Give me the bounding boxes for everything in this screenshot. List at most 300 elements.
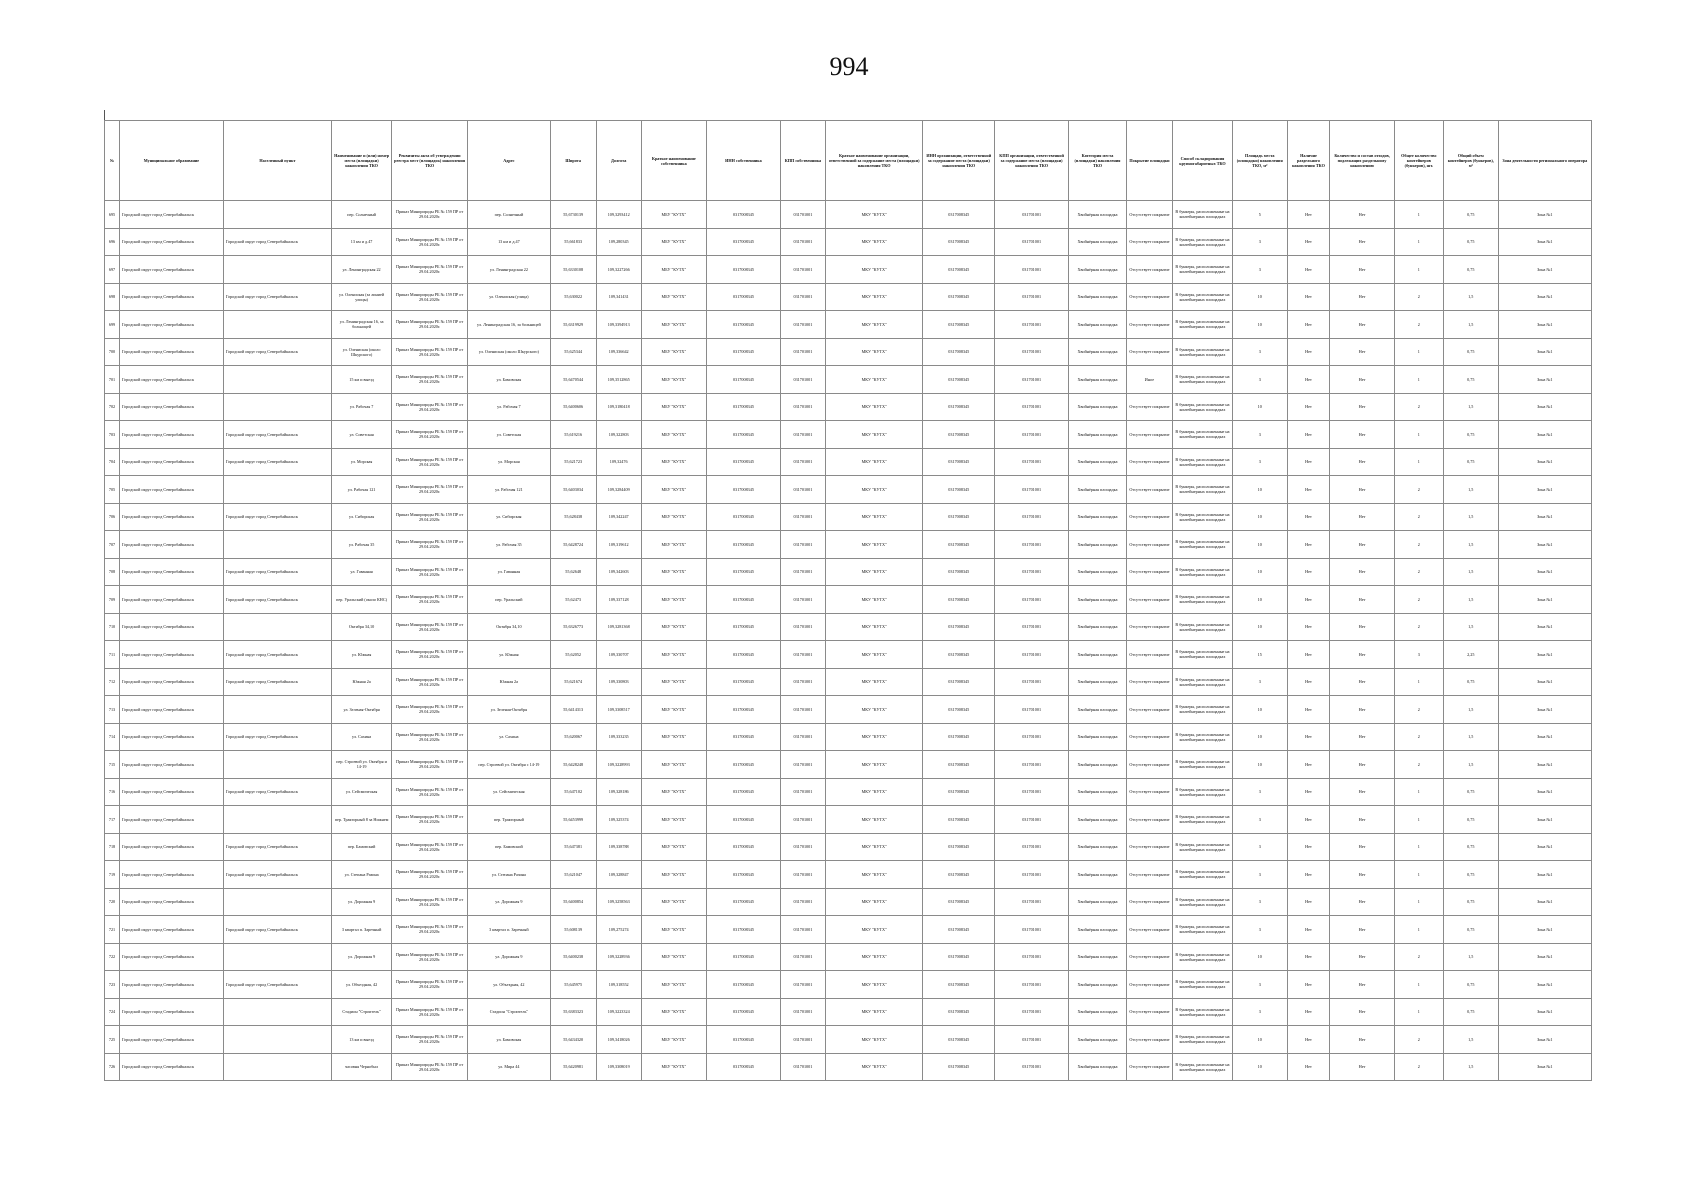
table-row: [105, 256, 1592, 284]
table-cell: МКУ "КУТХ": [825, 998, 922, 1026]
table-cell: Отсутствует покрытие: [1126, 311, 1172, 339]
table-cell: пер. Бамовский: [332, 833, 392, 861]
table-cell: пер. Уральский: [468, 586, 550, 614]
table-cell: МКУ "КУТХ": [825, 888, 922, 916]
table-cell: Приказ Минприроды РБ № 159 ПР от 29.04.2020г.: [392, 201, 468, 229]
table-cell: 10: [1232, 393, 1287, 421]
table-row: [105, 971, 1592, 999]
table-cell: 717: [105, 806, 120, 834]
table-cell: 0317008345: [707, 641, 781, 669]
table-cell: 0317008345: [707, 531, 781, 559]
header-cell: КПП организации, ответственной за содержание места (площадки) накопления ТКО: [995, 121, 1069, 201]
table-cell: Приказ Минприроды РБ № 159 ПР от 29.04.2020г.: [392, 696, 468, 724]
table-cell: Отсутствует покрытие: [1126, 201, 1172, 229]
table-cell: 698: [105, 283, 120, 311]
table-cell: Нет: [1287, 421, 1330, 449]
table-cell: МКУ "КУТХ": [825, 751, 922, 779]
table-cell: МКУ "КУТХ": [825, 558, 922, 586]
table-cell: Городской округ город Северобайкальск: [119, 256, 223, 284]
table-cell: МБУ "КУТХ": [641, 971, 706, 999]
table-cell: 55,620067: [550, 723, 596, 751]
table-cell: Хвойнёрная площадка: [1069, 971, 1127, 999]
table-cell: Хвойнёрная площадка: [1069, 503, 1127, 531]
table-cell: Зона №1: [1498, 393, 1591, 421]
table-cell: 711: [105, 641, 120, 669]
table-cell: [223, 613, 331, 641]
table-cell: ул. Морская: [468, 448, 550, 476]
table-cell: Приказ Минприроды РБ № 159 ПР от 29.04.2020г.: [392, 311, 468, 339]
table-cell: МБУ "КУТХ": [641, 256, 706, 284]
table-cell: 3: [1232, 256, 1287, 284]
table-cell: Приказ Минприроды РБ № 159 ПР от 29.04.2020г.: [392, 256, 468, 284]
header-cell: Населенный пункт: [223, 121, 331, 201]
table-cell: Отсутствует покрытие: [1126, 806, 1172, 834]
table-cell: Отсутствует покрытие: [1126, 833, 1172, 861]
table-cell: МБУ "КУТХ": [641, 421, 706, 449]
header-cell: Способ складирования крупногабаритных ТКО: [1172, 121, 1232, 201]
table-cell: Городской округ город Северобайкальск: [223, 861, 331, 889]
table-cell: ул. Ленинградская 16, за больницей: [332, 311, 392, 339]
table-cell: 031701001: [780, 668, 825, 696]
table-cell: 0317008345: [923, 393, 995, 421]
table-cell: Приказ Минприроды РБ № 159 ПР от 29.04.2020г.: [392, 916, 468, 944]
table-cell: 109,336642: [596, 338, 641, 366]
table-cell: 715: [105, 751, 120, 779]
table-cell: Отсутствует покрытие: [1126, 751, 1172, 779]
header-cell: Общее количество контейнеров (бункеров), шт.: [1394, 121, 1443, 201]
table-cell: Приказ Минприроды РБ № 159 ПР от 29.04.2020г.: [392, 613, 468, 641]
table-cell: Городской округ город Северобайкальск: [119, 201, 223, 229]
table-cell: [223, 531, 331, 559]
table-cell: Приказ Минприроды РБ № 159 ПР от 29.04.2020г.: [392, 228, 468, 256]
table-cell: Хвойнёрная площадка: [1069, 778, 1127, 806]
table-cell: МБУ "КУТХ": [641, 668, 706, 696]
header-cell: №: [105, 121, 120, 201]
table-cell: Городской округ город Северобайкальск: [119, 421, 223, 449]
table-cell: 031701001: [780, 916, 825, 944]
table-cell: МКУ "КУТХ": [825, 916, 922, 944]
table-cell: 1,5: [1443, 558, 1498, 586]
table-cell: 13 км и д.47: [332, 228, 392, 256]
table-cell: МБУ "КУТХ": [641, 833, 706, 861]
table-cell: Нет: [1287, 998, 1330, 1026]
table-cell: 109,330707: [596, 641, 641, 669]
table-cell: Городской округ город Северобайкальск: [119, 558, 223, 586]
table-cell: 3: [1232, 806, 1287, 834]
table-cell: Отсутствует покрытие: [1126, 558, 1172, 586]
table-row: [105, 778, 1592, 806]
table-cell: МКУ "КУТХ": [825, 971, 922, 999]
table-cell: Приказ Минприроды РБ № 159 ПР от 29.04.2020г.: [392, 888, 468, 916]
table-cell: МКУ "КУТХ": [825, 641, 922, 669]
table-cell: Нет: [1287, 503, 1330, 531]
table-cell: Нет: [1330, 723, 1394, 751]
table-cell: 55,6730139: [550, 201, 596, 229]
table-cell: 109,328186: [596, 778, 641, 806]
table-cell: 3: [1232, 833, 1287, 861]
table-row: [105, 861, 1592, 889]
table-cell: 109,3227266: [596, 256, 641, 284]
table-cell: Городской округ город Северобайкальск: [119, 943, 223, 971]
table-cell: 0317008345: [707, 393, 781, 421]
table-cell: Зона №1: [1498, 311, 1591, 339]
table-cell: Нет: [1330, 586, 1394, 614]
table-cell: Городской округ город Северобайкальск: [223, 723, 331, 751]
table-cell: Нет: [1330, 696, 1394, 724]
table-cell: 031701001: [995, 586, 1069, 614]
table-cell: ул. Южная: [332, 641, 392, 669]
table-cell: Хвойнёрная площадка: [1069, 283, 1127, 311]
table-cell: 031701001: [780, 311, 825, 339]
table-cell: Хвойнёрная площадка: [1069, 558, 1127, 586]
table-cell: Отсутствует покрытие: [1126, 861, 1172, 889]
table-cell: Зона №1: [1498, 668, 1591, 696]
table-cell: 1: [1394, 833, 1443, 861]
table-cell: 0317008345: [707, 1026, 781, 1054]
table-cell: пер. Строевой ул. Октября с 14-19: [468, 751, 550, 779]
table-cell: [223, 201, 331, 229]
table-cell: Нет: [1330, 201, 1394, 229]
table-cell: Приказ Минприроды РБ № 159 ПР от 29.04.2020г.: [392, 283, 468, 311]
table-cell: 712: [105, 668, 120, 696]
table-cell: 2: [1394, 751, 1443, 779]
table-cell: Нет: [1330, 806, 1394, 834]
table-cell: Хвойнёрная площадка: [1069, 201, 1127, 229]
table-cell: 3: [1232, 668, 1287, 696]
table-cell: Приказ Минприроды РБ № 159 ПР от 29.04.2020г.: [392, 971, 468, 999]
table-row: [105, 806, 1592, 834]
table-cell: Зона №1: [1498, 806, 1591, 834]
table-cell: 0317008345: [923, 311, 995, 339]
table-cell: Нет: [1287, 1053, 1330, 1081]
table-cell: Приказ Минприроды РБ № 159 ПР от 29.04.2020г.: [392, 421, 468, 449]
table-cell: 1,5: [1443, 476, 1498, 504]
table-cell: 55,6434320: [550, 1026, 596, 1054]
table-cell: 031701001: [995, 311, 1069, 339]
table-cell: Городской округ город Северобайкальск: [223, 283, 331, 311]
header-cell: Долгота: [596, 121, 641, 201]
table-cell: 0317008345: [707, 201, 781, 229]
table-row: [105, 201, 1592, 229]
table-cell: Приказ Минприроды РБ № 159 ПР от 29.04.2020г.: [392, 806, 468, 834]
table-cell: Приказ Минприроды РБ № 159 ПР от 29.04.2020г.: [392, 751, 468, 779]
table-cell: 55,6420981: [550, 1053, 596, 1081]
table-cell: Хвойнёрная площадка: [1069, 998, 1127, 1026]
table-cell: 109,32476: [596, 448, 641, 476]
table-cell: Нет: [1287, 366, 1330, 394]
table-cell: 0317008345: [923, 1026, 995, 1054]
table-cell: Хвойнёрная площадка: [1069, 476, 1127, 504]
table-cell: Хвойнёрная площадка: [1069, 338, 1127, 366]
table-cell: ул. Олениская (улица): [468, 283, 550, 311]
table-row: [105, 421, 1592, 449]
table-cell: МКУ "КУТХ": [825, 586, 922, 614]
table-cell: Отсутствует покрытие: [1126, 888, 1172, 916]
table-cell: ул. Дорожная 9: [332, 943, 392, 971]
table-cell: 1: [1394, 448, 1443, 476]
table-cell: Нет: [1330, 751, 1394, 779]
table-cell: 031701001: [995, 1026, 1069, 1054]
table-cell: МБУ "КУТХ": [641, 641, 706, 669]
table-cell: ул. Мира 44: [468, 1053, 550, 1081]
table-row: [105, 916, 1592, 944]
table-cell: 10: [1232, 283, 1287, 311]
table-cell: В бункеры, расположенные на контейнерных площадках: [1172, 476, 1232, 504]
table-cell: Отсутствует покрытие: [1126, 668, 1172, 696]
table-cell: Зона №1: [1498, 448, 1591, 476]
table-cell: Зона №1: [1498, 1026, 1591, 1054]
table-cell: 0,75: [1443, 998, 1498, 1026]
table-cell: [223, 311, 331, 339]
table-cell: Городской округ город Северобайкальск: [223, 668, 331, 696]
table-cell: ул. Олениская (за линией улицы): [332, 283, 392, 311]
table-cell: 031701001: [995, 228, 1069, 256]
table-cell: 10: [1232, 613, 1287, 641]
table-cell: 0,75: [1443, 888, 1498, 916]
table-cell: Нет: [1287, 476, 1330, 504]
table-row: [105, 586, 1592, 614]
table-cell: 0,75: [1443, 971, 1498, 999]
table-cell: Отсутствует покрытие: [1126, 338, 1172, 366]
table-cell: Отсутствует покрытие: [1126, 971, 1172, 999]
table-cell: ул. Сибирская: [468, 503, 550, 531]
table-cell: 0317008345: [923, 201, 995, 229]
table-cell: МБУ "КУТХ": [641, 1053, 706, 1081]
table-cell: Приказ Минприроды РБ № 159 ПР от 29.04.2020г.: [392, 448, 468, 476]
header-cell: ИНН собственника: [707, 121, 781, 201]
table-cell: Приказ Минприроды РБ № 159 ПР от 29.04.2020г.: [392, 1053, 468, 1081]
table-cell: Нет: [1287, 888, 1330, 916]
table-cell: 0,75: [1443, 806, 1498, 834]
table-cell: 3: [1232, 448, 1287, 476]
table-cell: 0317008345: [707, 586, 781, 614]
table-cell: ул. Ленинградская 16, за больницей: [468, 311, 550, 339]
table-cell: 031701001: [995, 861, 1069, 889]
table-cell: Нет: [1330, 613, 1394, 641]
table-cell: Зона №1: [1498, 613, 1591, 641]
table-cell: Нет: [1287, 806, 1330, 834]
table-cell: 031701001: [995, 421, 1069, 449]
table-cell: 109,319612: [596, 531, 641, 559]
table-cell: В бункеры, расположенные на контейнерных площадках: [1172, 366, 1232, 394]
table-cell: МКУ "КУТХ": [825, 256, 922, 284]
table-cell: 10: [1232, 723, 1287, 751]
table-cell: 031701001: [780, 421, 825, 449]
table-cell: Городской округ город Северобайкальск: [119, 283, 223, 311]
table-cell: Южная 2а: [332, 668, 392, 696]
table-cell: 0317008345: [923, 861, 995, 889]
table-cell: 031701001: [995, 531, 1069, 559]
table-cell: Зона №1: [1498, 723, 1591, 751]
table-cell: Нет: [1330, 393, 1394, 421]
table-cell: 700: [105, 338, 120, 366]
table-cell: 031701001: [780, 806, 825, 834]
table-cell: 031701001: [995, 971, 1069, 999]
table-cell: Приказ Минприроды РБ № 159 ПР от 29.04.2020г.: [392, 943, 468, 971]
header-cell: Адрес: [468, 121, 550, 201]
table-cell: 701: [105, 366, 120, 394]
table-cell: МБУ "КУТХ": [641, 696, 706, 724]
table-cell: Нет: [1287, 558, 1330, 586]
table-cell: 031701001: [780, 256, 825, 284]
table-cell: ул. Дорожная 9: [332, 888, 392, 916]
table-cell: Приказ Минприроды РБ № 159 ПР от 29.04.2020г.: [392, 531, 468, 559]
table-cell: МБУ "КУТХ": [641, 311, 706, 339]
table-cell: 031701001: [780, 448, 825, 476]
table-cell: 109,333235: [596, 723, 641, 751]
table-cell: 031701001: [995, 256, 1069, 284]
table-row: [105, 503, 1592, 531]
table-cell: 13 км и выезд: [332, 1026, 392, 1054]
table-cell: Хвойнёрная площадка: [1069, 723, 1127, 751]
table-cell: 0317008345: [707, 916, 781, 944]
table-cell: 55,6428724: [550, 531, 596, 559]
table-cell: ул. Сибирская: [332, 503, 392, 531]
table-cell: МБУ "КУТХ": [641, 338, 706, 366]
table-cell: 0317008345: [707, 338, 781, 366]
table-cell: 2: [1394, 476, 1443, 504]
table-cell: 55,6319929: [550, 311, 596, 339]
table-cell: Нет: [1287, 696, 1330, 724]
table-cell: В бункеры, расположенные на контейнерных площадках: [1172, 1053, 1232, 1081]
table-row: [105, 888, 1592, 916]
table-cell: 031701001: [780, 558, 825, 586]
table-cell: 1,5: [1443, 503, 1498, 531]
table-cell: Нет: [1287, 861, 1330, 889]
table-cell: В бункеры, расположенные на контейнерных площадках: [1172, 311, 1232, 339]
table-cell: 1,5: [1443, 586, 1498, 614]
table-cell: ул. Рабочая 35: [468, 531, 550, 559]
table-cell: 031701001: [780, 943, 825, 971]
table-cell: Городской округ город Северобайкальск: [119, 696, 223, 724]
header-cell: Краткое наименование организации, ответственной за содержание места (площадки) накопления ТКО: [825, 121, 922, 201]
table-row: [105, 723, 1592, 751]
table-cell: 0317008345: [923, 668, 995, 696]
table-cell: 109,280345: [596, 228, 641, 256]
table-cell: 109,3258563: [596, 888, 641, 916]
table-cell: 2: [1394, 586, 1443, 614]
table-cell: 55,621674: [550, 668, 596, 696]
table-cell: Городской округ город Северобайкальск: [119, 806, 223, 834]
table-cell: Зона №1: [1498, 503, 1591, 531]
table-cell: 031701001: [780, 723, 825, 751]
table-cell: МКУ "КУТХ": [825, 421, 922, 449]
table-cell: МКУ "КУТХ": [825, 806, 922, 834]
table-cell: Нет: [1330, 448, 1394, 476]
table-cell: 0,75: [1443, 916, 1498, 944]
table-cell: В бункеры, расположенные на контейнерных площадках: [1172, 558, 1232, 586]
table-cell: Нет: [1330, 778, 1394, 806]
table-cell: Нет: [1330, 228, 1394, 256]
table-cell: Приказ Минприроды РБ № 159 ПР от 29.04.2020г.: [392, 586, 468, 614]
table-cell: 0317008345: [923, 228, 995, 256]
table-cell: 0,75: [1443, 448, 1498, 476]
table-cell: 0317008345: [707, 558, 781, 586]
table-cell: 031701001: [995, 668, 1069, 696]
table-cell: Нет: [1287, 641, 1330, 669]
table-cell: 1,5: [1443, 393, 1498, 421]
table-cell: 031701001: [995, 503, 1069, 531]
table-cell: 1,5: [1443, 1053, 1498, 1081]
table-cell: 0317008345: [707, 503, 781, 531]
table-cell: Отсутствует покрытие: [1126, 613, 1172, 641]
table-cell: Отсутствует покрытие: [1126, 916, 1172, 944]
table-cell: ул. Морская: [332, 448, 392, 476]
table-cell: МКУ "КУТХ": [825, 943, 922, 971]
table-cell: 0317008345: [923, 421, 995, 449]
table-cell: Приказ Минприроды РБ № 159 ПР от 29.04.2020г.: [392, 998, 468, 1026]
header-cell: Наличие раздельного накопления ТКО: [1287, 121, 1330, 201]
table-cell: 0317008345: [707, 613, 781, 641]
table-cell: ул. Олениская (около Шкурского): [468, 338, 550, 366]
table-cell: В бункеры, расположенные на контейнерных площадках: [1172, 256, 1232, 284]
table-cell: 031701001: [780, 503, 825, 531]
table-cell: ул. Рабочая 7: [332, 393, 392, 421]
table-cell: 3: [1232, 228, 1287, 256]
table-cell: ул. Рабочая 35: [332, 531, 392, 559]
table-cell: 55,645975: [550, 971, 596, 999]
table-cell: 709: [105, 586, 120, 614]
table-cell: Зона №1: [1498, 751, 1591, 779]
table-cell: 031701001: [995, 613, 1069, 641]
table-body: [105, 201, 1592, 1081]
table-cell: Приказ Минприроды РБ № 159 ПР от 29.04.2020г.: [392, 338, 468, 366]
table-cell: Городской округ город Северобайкальск: [223, 778, 331, 806]
table-cell: Городской округ город Северобайкальск: [223, 421, 331, 449]
table-cell: МКУ "КУТХ": [825, 393, 922, 421]
table-cell: Городской округ город Северобайкальск: [119, 778, 223, 806]
table-cell: Нет: [1287, 971, 1330, 999]
table-cell: ул. Рабочая 7: [468, 393, 550, 421]
table-cell: 0317008345: [707, 668, 781, 696]
table-cell: Зона №1: [1498, 916, 1591, 944]
table-cell: 031701001: [995, 833, 1069, 861]
table-cell: 031701001: [995, 338, 1069, 366]
table-cell: Городской округ город Северобайкальск: [223, 448, 331, 476]
table-cell: 0317008345: [923, 476, 995, 504]
table-row: [105, 311, 1592, 339]
table-cell: МБУ "КУТХ": [641, 366, 706, 394]
table-cell: 725: [105, 1026, 120, 1054]
table-cell: 109,3308019: [596, 1053, 641, 1081]
table-cell: 0,75: [1443, 228, 1498, 256]
table-cell: пер. Уральский (около КНС): [332, 586, 392, 614]
table-row: [105, 943, 1592, 971]
table-cell: Хвойнёрная площадка: [1069, 861, 1127, 889]
table-cell: Нет: [1330, 311, 1394, 339]
table-cell: 55,628438: [550, 503, 596, 531]
table-cell: 109,3228936: [596, 943, 641, 971]
table-cell: Нет: [1330, 283, 1394, 311]
table-cell: 55,6453999: [550, 806, 596, 834]
table-cell: 704: [105, 448, 120, 476]
table-cell: 2: [1394, 1026, 1443, 1054]
table-cell: Нет: [1330, 641, 1394, 669]
table-cell: 713: [105, 696, 120, 724]
table-cell: [223, 888, 331, 916]
table-cell: Хвойнёрная площадка: [1069, 311, 1127, 339]
table-cell: ул. Бамовская: [468, 366, 550, 394]
table-cell: Зона №1: [1498, 641, 1591, 669]
table-cell: 109,3281368: [596, 613, 641, 641]
table-cell: МКУ "КУТХ": [825, 668, 922, 696]
table-cell: Зона №1: [1498, 943, 1591, 971]
table-cell: Городской округ город Северобайкальск: [119, 916, 223, 944]
table-cell: Нет: [1330, 833, 1394, 861]
table-cell: 109,3284409: [596, 476, 641, 504]
table-cell: 699: [105, 311, 120, 339]
table-cell: Зона №1: [1498, 283, 1591, 311]
